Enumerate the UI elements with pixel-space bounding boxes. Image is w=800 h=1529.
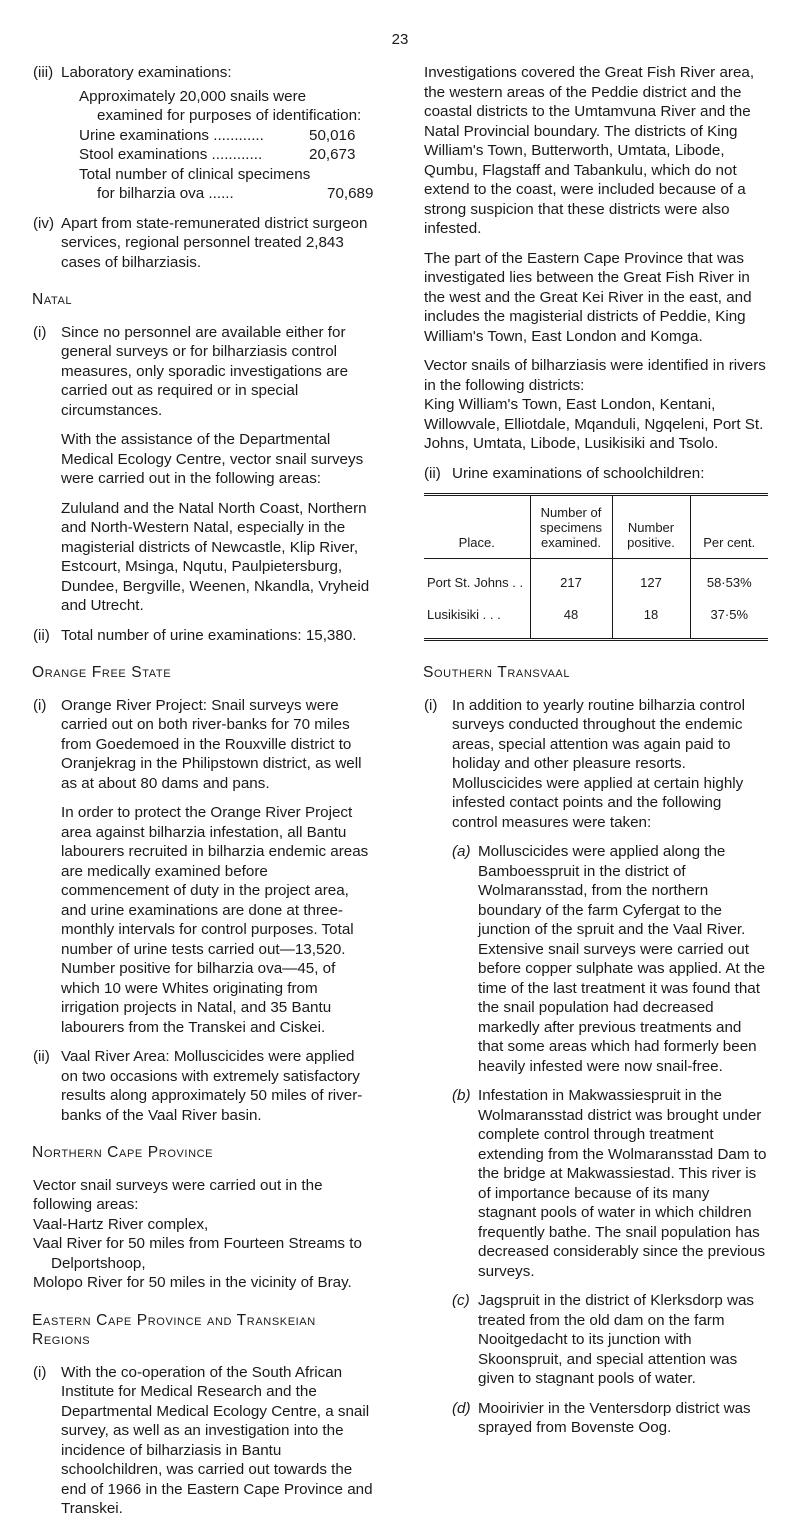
section-heading-orange-free-state: Orange Free State [32,664,172,681]
item-text: Since no personnel are available either for general surveys or for bilharziasis control measures, only sporadic investigations are carried out as required or in special circumstances. [61,323,349,419]
item-text: With the assistance of the Departmental Medical Ecology Centre, vector snail surveys were carried out in the following areas: [61,431,364,487]
sub-item-letter: (b) [452,1087,471,1104]
right-column [424,63,768,1448]
item-text: Apart from state-remunerated district surgeon services, regional personnel treated 2,843 cases of bilharziasis. [61,214,368,271]
item-number: (ii) [424,464,441,482]
column-header: Number of specimens examined. [530,495,612,559]
natal-item-i [33,323,373,616]
ncp-area: Vaal River for 50 miles from Fourteen Streams to Delportshoop, [33,1235,362,1272]
table-row [424,559,768,599]
sub-item-text: Infestation in Makwassiespruit in the Wolmaransstad district was brought under complete control through treatment extending from the Wolmaransstad Dam to the bridge at Makwassiestad. This river is of importance because of its many stagnant pools of water in which children frequently bathe. The snail population has decreased considerably since the previous surveys. [478,1087,767,1280]
item-number: (iv) [33,214,55,232]
item-number: (i) [424,696,438,714]
stat-value: 70,689 [327,185,374,202]
sub-item-letter: (a) [452,843,471,860]
sub-item-text: Mooirivier in the Ventersdorp district was sprayed from Bovenste Oog. [478,1399,751,1436]
stat-label: Total number of clinical specimens for bilharzia ova ...... [79,165,311,202]
left-column [33,63,373,1529]
stat-row [79,165,373,204]
item-text: Orange River Project: Snail surveys were carried out on both river-banks for 70 miles from Goedemoed in the Rouxville district to Oranjekrag in the Philipstown district, as well as at about 80 dams and pans. [61,696,362,792]
ncp-area: Molopo River for 50 miles in the vicinity of Bray. [33,1274,352,1291]
urine-exam-item [424,464,768,484]
table-row [424,598,768,640]
item-text: In addition to yearly routine bilharzia control surveys conducted throughout the endemic areas, special attention was again paid to holiday and other pleasure resorts. Molluscicides were applied at certain highly infested contact points and the following control measures were taken: [452,696,745,831]
item-text: In order to protect the Orange River Project area against bilharzia infestation, all Bantu labourers recruited in bilharzia endemic areas are medically examined before commencement of duty in the project area, and urine examinations are done at three-monthly intervals for control purposes. Total number of urine tests carried out—13,520. Number positive for bilharzia ova—45, of which 10 were Whites originating from irrigation projects in Natal, and 35 Bantu labourers from the Transkei and Ciskei. [61,804,369,1036]
item-title: Urine examinations of schoolchildren: [452,464,705,482]
item-text: With the co-operation of the South African Institute for Medical Research and the Departmental Medical Ecology Centre, a snail survey, as well as an investigation into the incidence of bilharziasis in Bantu schoolchildren, was carried out towards the end of 1966 in the Eastern Cape Province and Transkei. [61,1363,373,1517]
ncp-intro: Vector snail surveys were carried out in the following areas: [33,1176,323,1213]
ecp-item-i [33,1363,373,1519]
item-number: (i) [33,1363,47,1381]
section-heading-northern-cape: Northern Cape Province [32,1144,214,1161]
sub-item-text: Molluscicides were applied along the Bamboesspruit in the district of Wolmaransstad, from the northern boundary of the farm Cyfergat to the junction of the spruit and the Vaal River. Extensive snail surveys were carried out before copper sulphate was applied. At the time of the last treatment it was found that the snail population had decreased markedly after previous treatments and that some areas which had formerly been heavily infested were now snail-free. [478,843,766,1075]
stat-label: Stool examinations ............ [79,146,263,163]
column-header: Place. [458,535,495,550]
item-text: Vaal River Area: Molluscicides were applied on two occasions with extremely satisfactory results along approximately 50 miles of river-banks of the Vaal River basin. [61,1048,363,1124]
st-item-i [424,696,768,1438]
urine-exam-table [424,493,768,641]
item-text: Total number of urine examinations: 15,380. [61,626,357,644]
sub-item [452,1399,768,1438]
item-number: (ii) [33,1048,50,1065]
stat-value: 20,673 [309,146,356,163]
natal-item-ii [33,626,373,646]
page-number: 23 [391,31,409,48]
ofs-item-ii [33,1047,373,1125]
item-text: Zululand and the Natal North Coast, Northern and North-Western Natal, especially in the magisterial districts of Newcastle, Klip River, Estcourt, Msinga, Nqutu, Paulpietersburg, Dundee, Bergville, Weenen, Nkandla, Vryheid and Utrecht. [61,499,370,614]
sub-item [452,1086,768,1281]
lab-examinations-section [33,63,373,204]
section-heading-southern-transvaal: Southern Transvaal [423,664,571,681]
cell-positive: 127 [612,559,690,599]
section-heading-eastern-cape: Eastern Cape Province and Transkeian Regions [32,1311,316,1348]
stat-value: 50,016 [309,126,356,144]
stat-row [79,126,373,146]
cell-examined: 217 [530,559,612,599]
section-heading-natal: Natal [32,291,73,308]
column-header: Number positive. [612,495,690,559]
sub-item [452,1291,768,1389]
cell-positive: 18 [612,598,690,640]
stat-row [79,145,373,165]
item-number: (i) [33,696,47,714]
stat-label: Urine examinations ............ [79,126,264,144]
sub-item-letter: (d) [452,1399,471,1417]
sub-item [452,842,768,1076]
sub-item-letter: (c) [452,1292,470,1309]
ncp-area: Vaal-Hartz River complex, [33,1215,209,1233]
lab-details [61,87,373,204]
cell-examined: 48 [530,598,612,640]
ofs-item-i [33,696,373,1038]
district-list: King William's Town, East London, Kentani, Willowvale, Elliotdale, Mqanduli, Ngqeleni, Port St. Johns, Umtata, Libode, Lusikisiki and Tsolo. [424,396,764,452]
cell-place: Port St. Johns . . [427,575,524,590]
bilharziasis-treatment-item [33,214,373,273]
item-number: (i) [33,323,47,341]
paragraph: The part of the Eastern Cape Province that was investigated lies between the Great Fish River in the west and the Great Kei River in the east, and includes the magisterial districts of Peddie, King William's Town, East London and Komga. [424,249,752,345]
lab-intro: Approximately 20,000 snails were examined for purposes of identification: [79,87,362,124]
item-title: Laboratory examinations: [61,64,232,81]
cell-place: Lusikisiki . . . [427,607,501,622]
cell-percent: 58·53% [690,559,768,599]
column-header: Per cent. [690,495,768,559]
table-header-row [424,495,768,559]
item-number: (iii) [33,64,54,81]
item-number: (ii) [33,626,50,644]
paragraph: Investigations covered the Great Fish River area, the western areas of the Peddie district and the coastal districts to the Umtamvuna River and the Natal Provincial boundary. The districts of King William's Town, Butterworth, Umtata, Libode, Qumbu, Flagstaff and Tabankulu, which do not extend to the coast, were included because of a strong suspicion that these districts were also infested. [424,64,755,237]
paragraph: Vector snails of bilharziasis were identified in rivers in the following districts: [424,357,766,394]
sub-item-text: Jagspruit in the district of Klerksdorp was treated from the old dam on the farm Nooitgedacht to its junction with Skoonspruit, and special attention was given to stagnant pools of water. [478,1292,755,1387]
cell-percent: 37·5% [690,598,768,640]
